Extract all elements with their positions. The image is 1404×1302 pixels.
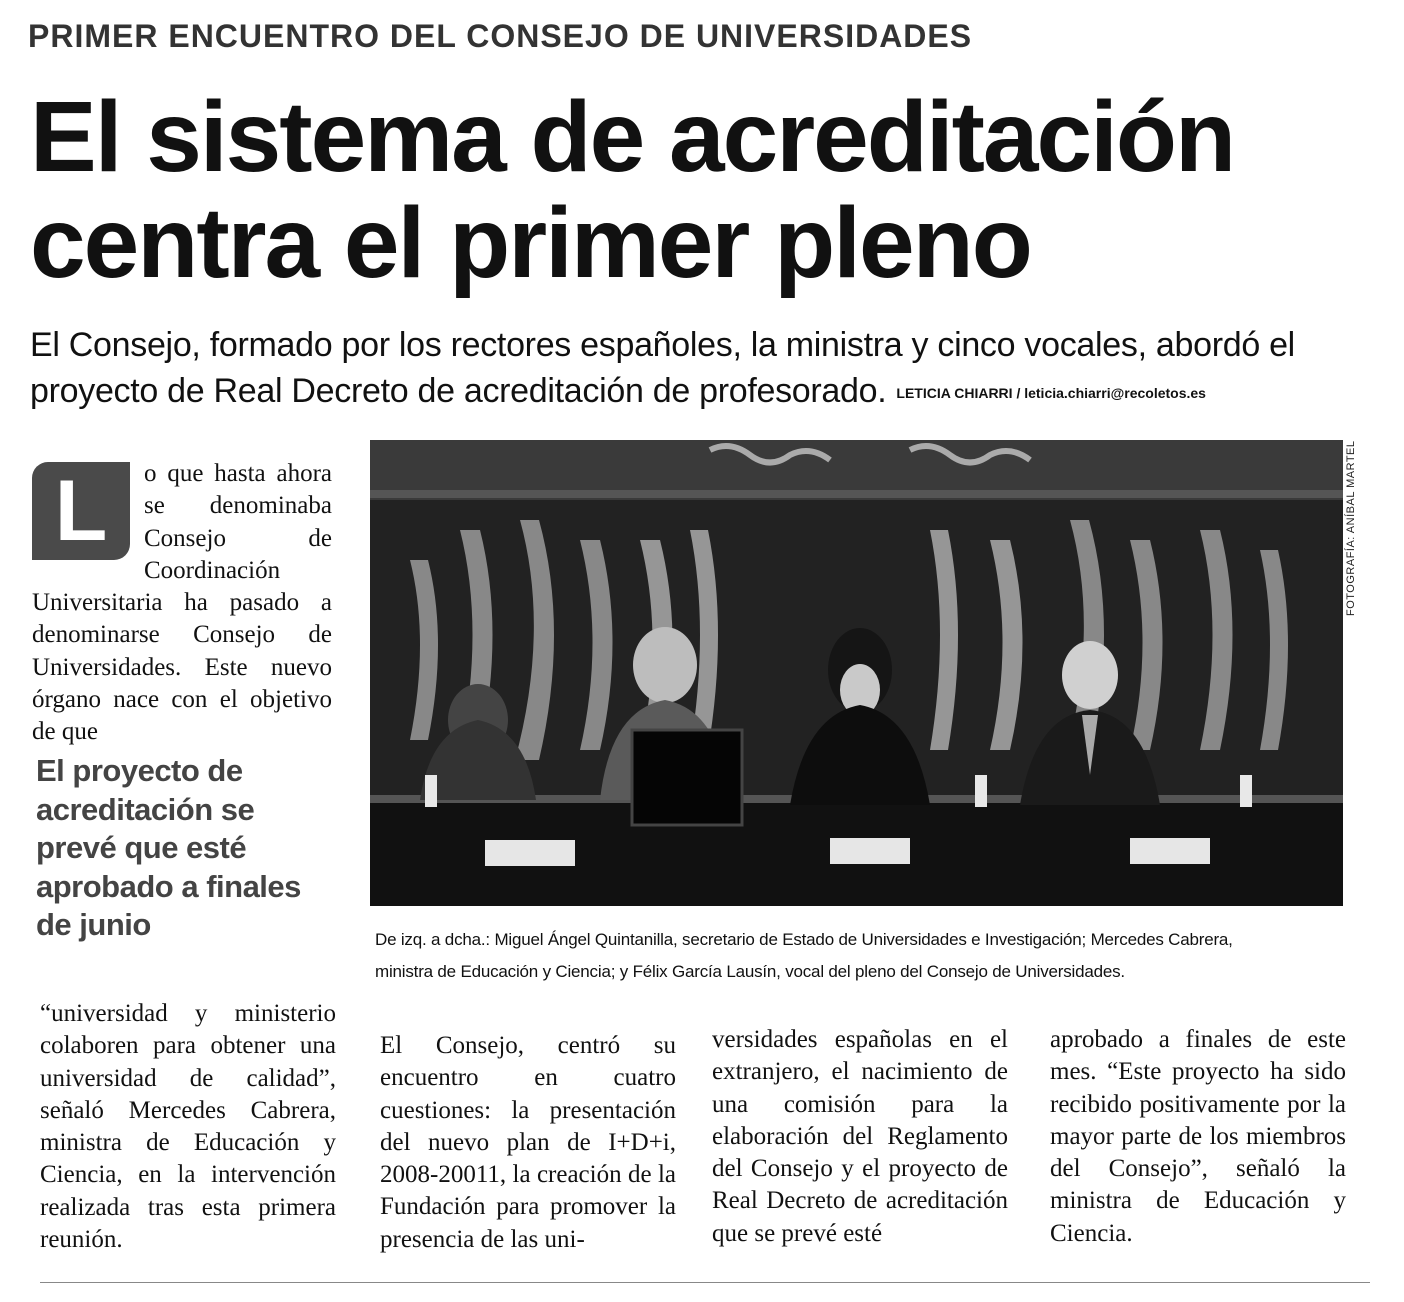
photo-credit: FOTOGRAFÍA: ANÍBAL MARTEL <box>1345 440 1357 616</box>
subtitle <box>30 322 1350 416</box>
meeting-photo-illustration <box>370 440 1343 906</box>
article-column-4: aprobado a finales de este mes. “Este proyecto ha sido recibido positivamente por la mayor parte de los miembros del Consejo”, señaló la ministra de Educación y Ciencia. <box>1050 1026 1346 1247</box>
subtitle-text: El Consejo, formado por los rectores españoles, la ministra y cinco vocales, abordó el proyecto de Real Decreto de acreditación de profesorado. <box>30 326 1295 410</box>
intro-paragraph <box>32 458 332 749</box>
pull-quote: El proyecto de acreditación se prevé que esté aprobado a finales de junio <box>36 753 301 942</box>
headline-line-1: El sistema de acreditación <box>30 81 1235 193</box>
byline: LETICIA CHIARRI / leticia.chiarri@recoletos.es <box>896 385 1206 402</box>
bottom-rule <box>40 1282 1370 1283</box>
article-column-2: El Consejo, centró su encuentro en cuatro cuestiones: la presentación del nuevo plan de I+D+i, 2008-20011, la creación de la Fundación para promover la presencia de las uni- <box>380 1032 676 1253</box>
photo-caption: De izq. a dcha.: Miguel Ángel Quintanilla, secretario de Estado de Universidades e Investigación; Mercedes Cabrera, ministra de Educación y Ciencia; y Félix García Lausín, vocal del pleno del Consejo de Universidades. <box>375 930 1233 981</box>
section-kicker: PRIMER ENCUENTRO DEL CONSEJO DE UNIVERSIDADES <box>28 18 973 54</box>
meeting-photo <box>370 440 1343 906</box>
headline <box>30 81 1370 299</box>
intro-text: o que hasta ahora se denominaba Consejo de Coordinación Universitaria ha pasado a denominarse Consejo de Universidades. Este nuevo órgano nace con el objetivo de que <box>32 460 332 746</box>
article-column-3: versidades españolas en el extranjero, el nacimiento de una comisión para la elaboración del Reglamento del Consejo y el proyecto de Real Decreto de acreditación que se prevé esté <box>712 1026 1008 1247</box>
article-column-1: “universidad y ministerio colaboren para obtener una universidad de calidad”, señaló Mercedes Cabrera, ministra de Educación y Ciencia, en la intervención realizada tras esta primera reunión. <box>40 1000 336 1254</box>
headline-line-2: centra el primer pleno <box>30 187 1031 299</box>
drop-cap: L <box>32 462 130 560</box>
